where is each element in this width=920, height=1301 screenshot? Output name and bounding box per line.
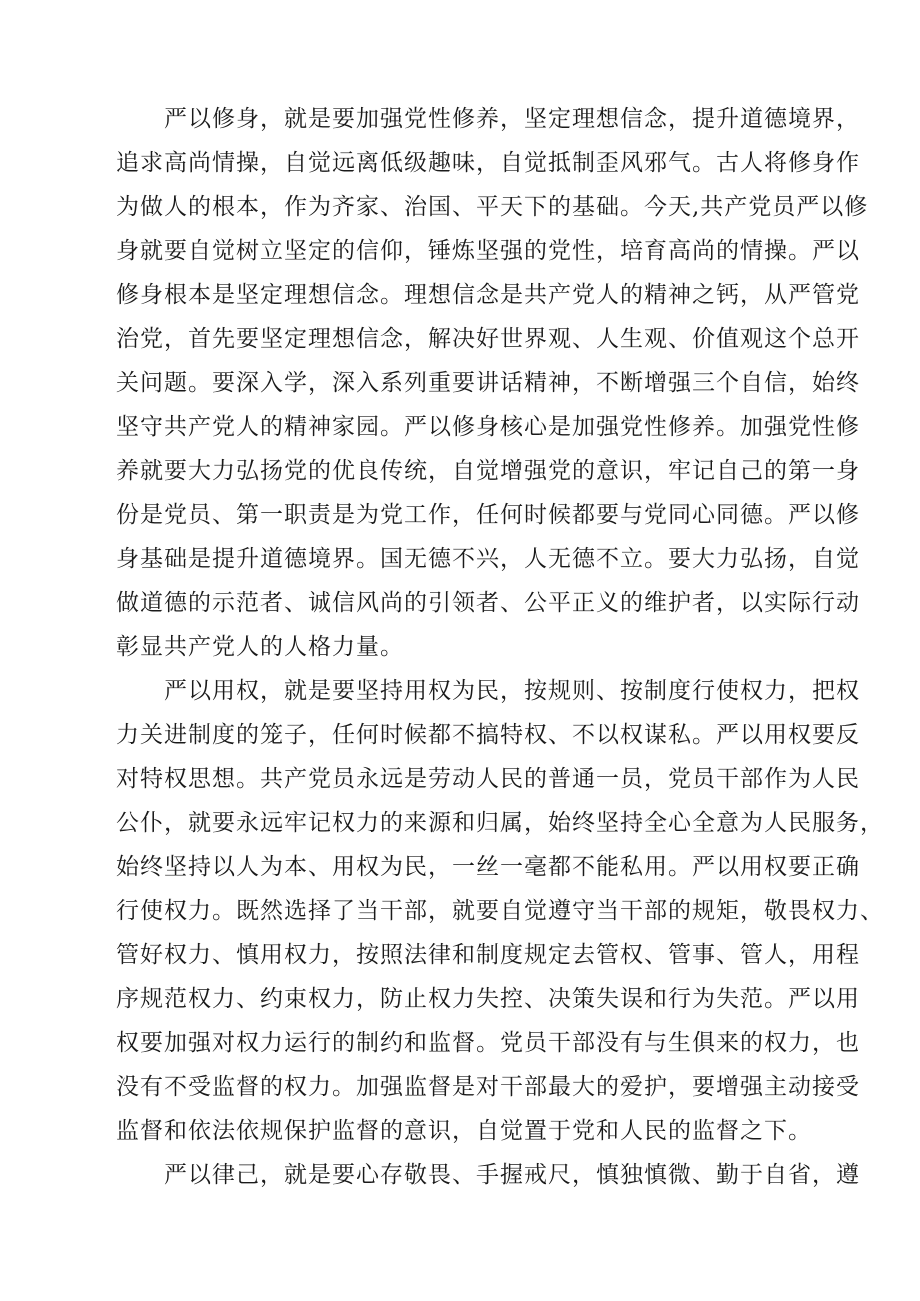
paragraph-2-line-10: 没有不受监督的权力。加强监督是对干部最大的爱护，要增强主动接受 <box>116 1074 860 1100</box>
paragraph-1-line-1: 严以修身，就是要加强党性修养，坚定理想信念，提升道德境界， <box>164 106 860 132</box>
paragraph-1-line-11: 身基础是提升道德境界。国无德不兴，人无德不立。要大力弘扬，自觉 <box>116 546 860 572</box>
paragraph-2-line-11: 监督和依法依规保护监督的意识，自觉置于党和人民的监督之下。 <box>116 1118 812 1144</box>
paragraph-1-line-12: 做道德的示范者、诚信风尚的引领者、公平正义的维护者，以实际行动 <box>116 590 860 616</box>
paragraph-2-line-1: 严以用权，就是要坚持用权为民，按规则、按制度行使权力，把权 <box>164 678 860 704</box>
paragraph-2-line-5: 始终坚持以人为本、用权为民，一丝一毫都不能私用。严以用权要正确 <box>116 854 860 880</box>
paragraph-1-line-2: 追求高尚情操，自觉远离低级趣味，自觉抵制歪风邪气。古人将修身作 <box>116 150 860 176</box>
paragraph-2-line-9: 权要加强对权力运行的制约和监督。党员干部没有与生俱来的权力，也 <box>116 1030 860 1056</box>
paragraph-1-line-3: 为做人的根本，作为齐家、治国、平天下的基础。今天,共产党员严以修 <box>116 194 869 220</box>
paragraph-1-line-10: 份是党员、第一职责是为党工作，任何时候都要与党同心同德。严以修 <box>116 502 860 528</box>
paragraph-1-line-13: 彰显共产党人的人格力量。 <box>116 634 404 660</box>
paragraph-2-line-7: 管好权力、慎用权力，按照法律和制度规定去管权、管事、管人，用程 <box>116 942 860 968</box>
paragraph-1-line-8: 坚守共产党人的精神家园。严以修身核心是加强党性修养。加强党性修 <box>116 414 860 440</box>
paragraph-1-line-5: 修身根本是坚定理想信念。理想信念是共产党人的精神之钙，从严管党 <box>116 282 860 308</box>
paragraph-1-line-9: 养就要大力弘扬党的优良传统，自觉增强党的意识，牢记自己的第一身 <box>116 458 860 484</box>
paragraph-3-line-1: 严以律己，就是要心存敬畏、手握戒尺，慎独慎微、勤于自省，遵 <box>164 1162 860 1188</box>
paragraph-2-line-4: 公仆，就要永远牢记权力的来源和归属，始终坚持全心全意为人民服务， <box>116 810 884 836</box>
paragraph-2-line-2: 力关进制度的笼子，任何时候都不搞特权、不以权谋私。严以用权要反 <box>116 722 860 748</box>
paragraph-1-line-4: 身就要自觉树立坚定的信仰，锤炼坚强的党性，培育高尚的情操。严以 <box>116 238 860 264</box>
paragraph-2-line-6: 行使权力。既然选择了当干部，就要自觉遵守当干部的规矩，敬畏权力、 <box>116 898 884 924</box>
paragraph-2-line-3: 对特权思想。共产党员永远是劳动人民的普通一员，党员干部作为人民 <box>116 766 860 792</box>
paragraph-1-line-6: 治党，首先要坚定理想信念，解决好世界观、人生观、价值观这个总开 <box>116 326 860 352</box>
paragraph-1-line-7: 关问题。要深入学，深入系列重要讲话精神，不断增强三个自信，始终 <box>116 370 860 396</box>
paragraph-2-line-8: 序规范权力、约束权力，防止权力失控、决策失误和行为失范。严以用 <box>116 986 860 1012</box>
